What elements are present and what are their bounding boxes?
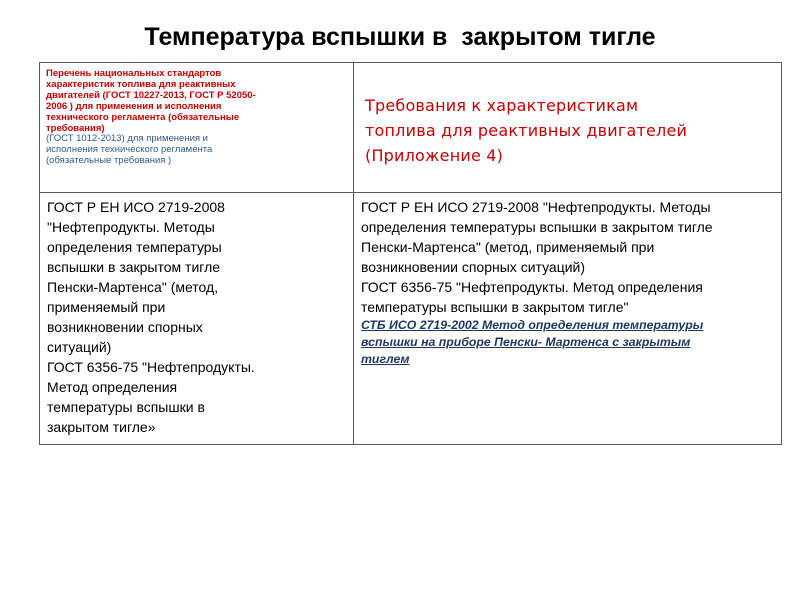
text-line: Требования к характеристикам [365, 95, 639, 115]
text-line: Пенски-Мартенса" (метод, применяемый при [361, 239, 655, 255]
text-line: применяемый при [47, 299, 166, 315]
row-divider [40, 192, 781, 193]
text-line: (обязательные требования ) [46, 155, 172, 167]
header-cell-requirements [361, 69, 777, 191]
text-line: топлива для реактивных двигателей [365, 120, 688, 140]
text-line: тиглем [361, 352, 410, 366]
body-cell-right [321, 197, 774, 441]
text-line: "Нефтепродукты. Методы [47, 219, 215, 235]
text-line: определения температуры вспышки в закрытом тигле [361, 219, 713, 235]
left-standards-text [47, 197, 343, 437]
text-line: Пенски-Мартенса" (метод, [47, 279, 219, 295]
right-standards-text [361, 197, 774, 317]
slide-title: Температура вспышки в закрытом тигле [144, 23, 656, 51]
text-line: температуры вспышки в [47, 399, 205, 415]
text-line: температуры вспышки в закрытом тигле" [361, 299, 629, 315]
body-cell-left [47, 197, 343, 441]
standards-table [39, 62, 782, 445]
text-line: возникновении спорных ситуаций) [361, 259, 586, 275]
text-line: ГОСТ Р ЕН ИСО 2719-2008 "Нефтепродукты. Методы [361, 199, 711, 215]
gost-1012-text [46, 134, 306, 167]
text-line: закрытом тигле» [47, 419, 156, 435]
text-line: требования) [46, 122, 105, 134]
text-line: ситуаций) [47, 339, 112, 355]
text-line: Перечень национальных стандартов [46, 69, 222, 79]
text-line: возникновении спорных [47, 319, 203, 335]
text-line: ГОСТ 6356-75 "Нефтепродукты. [47, 359, 255, 375]
text-line: технического регламента (обязательные [46, 111, 240, 123]
text-line: ГОСТ 6356-75 "Нефтепродукты. Метод определения [361, 279, 703, 295]
text-line: двигателей (ГОСТ 10227-2013, ГОСТ Р 52050- [46, 89, 256, 101]
text-line: СТБ ИСО 2719-2002 Метод определения температуры [361, 318, 704, 332]
header-cell-national-standards [46, 69, 306, 191]
text-line: характеристик топлива для реактивных [46, 78, 236, 90]
text-line: вспышки на приборе Пенски- Мартенса с закрытым [361, 335, 691, 349]
text-line: (Приложение 4) [365, 145, 504, 165]
requirements-heading [365, 93, 687, 168]
text-line: ГОСТ Р ЕН ИСО 2719-2008 [47, 199, 225, 215]
text-line: Метод определения [47, 379, 178, 395]
national-standards-text [46, 69, 306, 134]
text-line: исполнения технического регламента [46, 144, 213, 156]
text-line: (ГОСТ 1012-2013) для применения и [46, 133, 208, 145]
text-line: 2006 ) для применения и исполнения [46, 100, 222, 112]
text-line: вспышки в закрытом тигле [47, 259, 221, 275]
stb-standard-text [361, 317, 774, 368]
text-line: определения температуры [47, 239, 222, 255]
